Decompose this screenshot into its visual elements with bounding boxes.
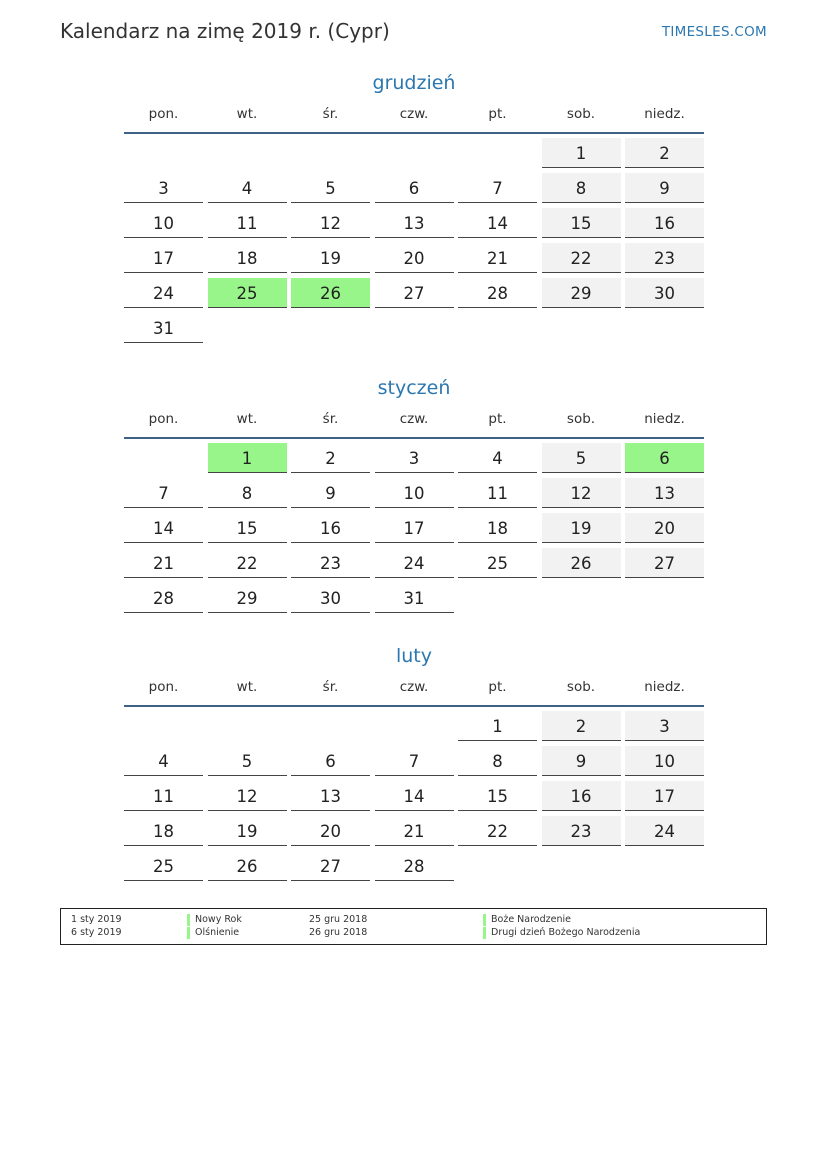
day-cell: 28 (124, 583, 203, 613)
day-cell: 1 (458, 711, 537, 741)
day-cell: 7 (458, 173, 537, 203)
day-cell: 4 (208, 173, 287, 203)
day-cell: 18 (124, 816, 203, 846)
day-cell: 24 (124, 278, 203, 308)
day-cell: 8 (458, 746, 537, 776)
day-cell: 26 (542, 548, 621, 578)
weekday-label: śr. (322, 106, 339, 122)
day-cell: 20 (291, 816, 370, 846)
day-cell: 31 (124, 313, 203, 343)
holiday-legend (60, 908, 767, 945)
day-cell: 22 (208, 548, 287, 578)
day-cell: 4 (458, 443, 537, 473)
day-cell: 8 (542, 173, 621, 203)
day-cell: 12 (542, 478, 621, 508)
weekday-header (124, 409, 704, 439)
day-cell: 30 (625, 278, 704, 308)
legend-date: 25 gru 2018 (309, 914, 368, 925)
weekday-label: pt. (488, 106, 507, 122)
weekday-label: niedz. (644, 411, 685, 427)
legend-holiday-name: Nowy Rok (187, 914, 242, 926)
page-title: Kalendarz na zimę 2019 r. (Cypr) (60, 19, 390, 43)
empty-cell (124, 138, 203, 167)
day-cell: 13 (375, 208, 454, 238)
day-cell: 21 (124, 548, 203, 578)
legend-holiday-name: Olśnienie (187, 927, 239, 939)
day-cell: 7 (375, 746, 454, 776)
empty-cell (458, 138, 537, 167)
weekday-label: czw. (399, 411, 429, 427)
day-cell: 11 (124, 781, 203, 811)
day-cell: 23 (542, 816, 621, 846)
holiday-day-cell: 1 (208, 443, 287, 473)
day-cell: 10 (375, 478, 454, 508)
day-cell: 18 (458, 513, 537, 543)
day-cell: 30 (291, 583, 370, 613)
day-grid (124, 443, 704, 613)
empty-cell (375, 711, 454, 740)
day-cell: 1 (542, 138, 621, 168)
legend-holiday-name: Drugi dzień Bożego Narodzenia (483, 927, 640, 939)
weekday-label: pon. (148, 106, 179, 122)
legend-date: 6 sty 2019 (71, 927, 122, 938)
day-cell: 5 (542, 443, 621, 473)
day-cell: 6 (291, 746, 370, 776)
holiday-day-cell: 6 (625, 443, 704, 473)
empty-cell (124, 711, 203, 740)
day-grid (124, 711, 704, 881)
weekday-label: czw. (399, 679, 429, 695)
day-cell: 2 (625, 138, 704, 168)
day-cell: 15 (542, 208, 621, 238)
day-cell: 5 (208, 746, 287, 776)
site-link[interactable]: TIMESLES.COM (661, 24, 767, 40)
day-grid (124, 138, 704, 343)
day-cell: 5 (291, 173, 370, 203)
day-cell: 24 (375, 548, 454, 578)
day-cell: 13 (625, 478, 704, 508)
day-cell: 21 (375, 816, 454, 846)
weekday-label: pon. (148, 679, 179, 695)
day-cell: 12 (291, 208, 370, 238)
month-name: grudzień (372, 72, 456, 94)
day-cell: 17 (625, 781, 704, 811)
day-cell: 25 (124, 851, 203, 881)
month-calendar (124, 643, 704, 881)
weekday-label: sob. (566, 679, 596, 695)
day-cell: 3 (625, 711, 704, 741)
day-cell: 23 (291, 548, 370, 578)
day-cell: 2 (542, 711, 621, 741)
weekday-label: wt. (236, 411, 258, 427)
day-cell: 9 (625, 173, 704, 203)
day-cell: 28 (458, 278, 537, 308)
day-cell: 22 (458, 816, 537, 846)
day-cell: 27 (625, 548, 704, 578)
empty-cell (291, 711, 370, 740)
day-cell: 11 (208, 208, 287, 238)
day-cell: 3 (124, 173, 203, 203)
weekday-label: wt. (236, 106, 258, 122)
day-cell: 20 (625, 513, 704, 543)
day-cell: 29 (542, 278, 621, 308)
empty-cell (291, 138, 370, 167)
holiday-day-cell: 25 (208, 278, 287, 308)
empty-cell (208, 711, 287, 740)
weekday-label: pon. (148, 411, 179, 427)
day-cell: 15 (208, 513, 287, 543)
day-cell: 14 (458, 208, 537, 238)
weekday-label: czw. (399, 106, 429, 122)
day-cell: 29 (208, 583, 287, 613)
day-cell: 12 (208, 781, 287, 811)
day-cell: 9 (291, 478, 370, 508)
day-cell: 19 (542, 513, 621, 543)
day-cell: 19 (291, 243, 370, 273)
empty-cell (124, 443, 203, 472)
day-cell: 26 (208, 851, 287, 881)
weekday-header (124, 104, 704, 134)
day-cell: 25 (458, 548, 537, 578)
weekday-label: śr. (322, 411, 339, 427)
empty-cell (375, 138, 454, 167)
weekday-label: niedz. (644, 106, 685, 122)
day-cell: 20 (375, 243, 454, 273)
day-cell: 31 (375, 583, 454, 613)
day-cell: 28 (375, 851, 454, 881)
month-name: luty (395, 645, 432, 667)
day-cell: 13 (291, 781, 370, 811)
day-cell: 14 (124, 513, 203, 543)
day-cell: 16 (542, 781, 621, 811)
day-cell: 17 (375, 513, 454, 543)
month-calendar (124, 70, 704, 343)
weekday-label: pt. (488, 411, 507, 427)
weekday-label: pt. (488, 679, 507, 695)
day-cell: 15 (458, 781, 537, 811)
day-cell: 10 (124, 208, 203, 238)
month-name: styczeń (377, 377, 451, 399)
weekday-label: sob. (566, 411, 596, 427)
day-cell: 7 (124, 478, 203, 508)
day-cell: 27 (291, 851, 370, 881)
day-cell: 27 (375, 278, 454, 308)
day-cell: 19 (208, 816, 287, 846)
day-cell: 24 (625, 816, 704, 846)
day-cell: 8 (208, 478, 287, 508)
weekday-label: sob. (566, 106, 596, 122)
day-cell: 21 (458, 243, 537, 273)
day-cell: 4 (124, 746, 203, 776)
weekday-header (124, 677, 704, 707)
month-calendar (124, 375, 704, 613)
day-cell: 17 (124, 243, 203, 273)
day-cell: 18 (208, 243, 287, 273)
weekday-label: śr. (322, 679, 339, 695)
day-cell: 10 (625, 746, 704, 776)
day-cell: 22 (542, 243, 621, 273)
day-cell: 9 (542, 746, 621, 776)
empty-cell (208, 138, 287, 167)
day-cell: 16 (625, 208, 704, 238)
weekday-label: niedz. (644, 679, 685, 695)
day-cell: 6 (375, 173, 454, 203)
day-cell: 2 (291, 443, 370, 473)
day-cell: 3 (375, 443, 454, 473)
day-cell: 23 (625, 243, 704, 273)
legend-date: 26 gru 2018 (309, 927, 368, 938)
weekday-label: wt. (236, 679, 258, 695)
holiday-day-cell: 26 (291, 278, 370, 308)
legend-date: 1 sty 2019 (71, 914, 122, 925)
day-cell: 14 (375, 781, 454, 811)
day-cell: 11 (458, 478, 537, 508)
day-cell: 16 (291, 513, 370, 543)
legend-holiday-name: Boże Narodzenie (483, 914, 571, 926)
